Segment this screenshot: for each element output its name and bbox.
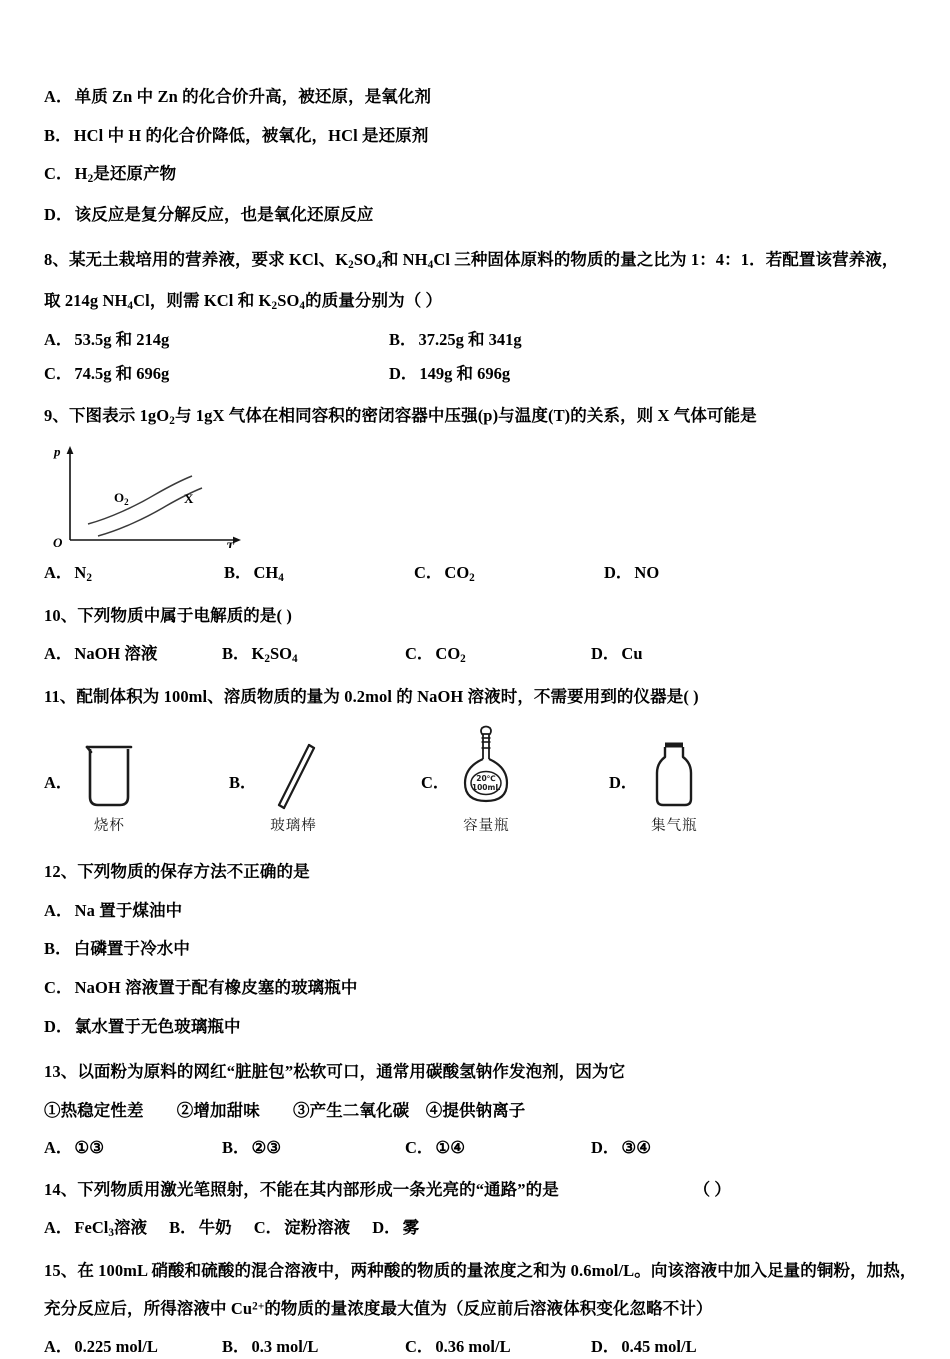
option-row-q15 [44, 1335, 916, 1359]
option-text: 淀粉溶液 [284, 1217, 351, 1237]
option-text: ①④ [435, 1138, 466, 1158]
option-label: B． [169, 1217, 197, 1237]
items-text: ①热稳定性差 ②增加甜味 ③产生二氧化碳 ④提供钠离子 [44, 1100, 526, 1120]
option-c [405, 642, 591, 668]
option-row-d [44, 1014, 916, 1040]
option-a [44, 1216, 147, 1242]
option-label: B． [389, 330, 417, 350]
option-a [44, 328, 389, 353]
option-label: D． [591, 1138, 620, 1158]
option-a [44, 1335, 222, 1359]
question-stem-text: 以面粉为原料的网红“脏脏包”松软可口，通常用碳酸氢钠作发泡剂，因为它 [77, 1062, 626, 1082]
option-d [389, 362, 734, 387]
question-stem-text: 下列物质用激光笔照射，不能在其内部形成一条光亮的“通路”的是 [77, 1180, 559, 1199]
apparatus-option-a[interactable] [44, 723, 229, 835]
question-stem-q11 [44, 684, 916, 710]
option-label: A． [44, 1138, 73, 1158]
option-a [44, 561, 224, 587]
option-d [591, 642, 771, 668]
option-label: C． [405, 1336, 434, 1356]
option-text: 149g 和 696g [419, 363, 511, 383]
question-stem-q8-line2 [44, 288, 916, 316]
option-c [254, 1216, 350, 1241]
apparatus-options-row [44, 723, 916, 835]
apparatus-caption: 玻璃棒 [270, 818, 317, 835]
option-text: 雾 [402, 1217, 420, 1237]
option-label: C． [405, 1138, 434, 1158]
option-label: A． [44, 643, 73, 663]
option-label: C． [405, 643, 434, 663]
option-label: C． [44, 978, 73, 997]
question-stem-q12 [44, 859, 916, 885]
option-row-q8-cd [44, 362, 916, 387]
apparatus-option-c[interactable] [421, 723, 609, 835]
chart-svg [48, 440, 278, 548]
question-block-q7-options [44, 84, 916, 227]
option-text: 该反应是复分解反应，也是氧化还原反应 [74, 204, 374, 224]
option-label: B． [229, 773, 257, 793]
option-c [414, 561, 604, 587]
option-label: A． [44, 1336, 73, 1356]
option-label: B． [224, 563, 252, 583]
option-label: D． [44, 1016, 73, 1036]
question-stem-q14 [44, 1177, 916, 1203]
option-label: D． [44, 204, 73, 224]
glass-rod-icon [263, 739, 325, 811]
option-text: FeCl$_3$溶液 [74, 1217, 147, 1239]
question-stem-text: 下列物质中属于电解质的是( ) [77, 606, 292, 626]
option-a [44, 1136, 222, 1161]
question-stem-text: 下列物质的保存方法不正确的是 [77, 862, 310, 882]
option-text: 0.45 mol/L [621, 1336, 697, 1356]
apparatus-caption: 容量瓶 [463, 818, 510, 835]
apparatus-option-d[interactable] [609, 723, 794, 835]
y-axis-label: p [54, 444, 61, 460]
option-d [372, 1216, 419, 1241]
option-label: A． [44, 87, 73, 106]
series-label-x: X [184, 491, 194, 507]
question-number: 10、 [44, 606, 78, 626]
option-text: 0.36 mol/L [435, 1336, 511, 1356]
question-stem-q9 [44, 403, 916, 431]
option-text: $CO_2$ [444, 563, 475, 585]
question-number: 13、 [44, 1062, 78, 1082]
option-b [222, 1335, 405, 1359]
question-stem-text: 在 100mL 硝酸和硫酸的混合溶液中，两种酸的物质的量浓度之和为 0.6mol/L。向该溶液中加入足量的铜粉，加热， [77, 1260, 917, 1280]
option-row-a [44, 898, 916, 924]
option-label: A． [44, 330, 73, 350]
option-row-q10 [44, 642, 916, 668]
option-a [44, 642, 222, 668]
apparatus-caption: 集气瓶 [651, 818, 698, 835]
option-label: D． [609, 773, 638, 793]
question-stem-q10 [44, 603, 916, 629]
option-text: $N_2$ [74, 563, 92, 585]
option-label: B． [44, 939, 72, 959]
option-text: ②③ [251, 1138, 282, 1158]
option-text: $CH_4$ [253, 563, 284, 585]
option-d [604, 561, 784, 587]
question-stem-text: 取 214g $NH_4Cl$，则需 KCl 和 $K_2SO_4$的质量分别为（ ） [44, 290, 443, 312]
option-text: ③④ [621, 1138, 652, 1158]
option-text: 37.25g 和 341g [418, 330, 522, 350]
option-b [222, 1136, 405, 1161]
option-text: 牛奶 [198, 1217, 232, 1237]
question-stem-text: 配制体积为 100ml、溶质物质的量为 0.2mol 的 NaOH 溶液时，不需要用到的仪器是( ) [76, 686, 699, 706]
question-number: 9、 [44, 405, 69, 425]
question-number: 11、 [44, 686, 77, 706]
question-stem-q15-line2 [44, 1296, 916, 1322]
flask-mark-temperature: 20℃ [476, 774, 497, 784]
question-block-q14 [44, 1177, 916, 1242]
option-d [591, 1136, 771, 1161]
option-b [222, 642, 405, 668]
option-row [44, 161, 916, 189]
option-label: B． [222, 643, 250, 663]
question-number: 14、 [44, 1180, 78, 1199]
option-c [44, 362, 389, 387]
option-row-b [44, 936, 916, 962]
option-text: Cu [621, 643, 643, 663]
option-text: 氯水置于无色玻璃瓶中 [74, 1016, 241, 1036]
option-label: C． [44, 164, 73, 184]
option-label: B． [222, 1138, 250, 1158]
option-text: 0.3 mol/L [251, 1336, 319, 1356]
option-label: D． [604, 563, 633, 583]
question-block-q10 [44, 603, 916, 668]
pressure-temperature-chart [48, 440, 278, 548]
option-row-q14 [44, 1216, 916, 1242]
question-stem-q15-line1 [44, 1258, 916, 1284]
page-content [44, 84, 916, 1359]
question-block-q11 [44, 684, 916, 836]
option-b [169, 1216, 232, 1241]
option-row-q8-ab [44, 328, 916, 353]
option-label: A． [44, 773, 73, 793]
x-axis-arrow-icon [233, 537, 241, 544]
question-number: 8、 [44, 250, 69, 270]
option-row-q13 [44, 1136, 916, 1161]
option-text: 单质 Zn 中 Zn 的化合价升高，被还原，是氧化剂 [74, 87, 432, 106]
option-label: A． [44, 900, 73, 920]
option-row [44, 202, 916, 228]
question-block-q9 [44, 403, 916, 587]
x-axis-label: T [226, 539, 234, 549]
option-row-c [44, 975, 916, 1001]
question-stem-q13 [44, 1059, 916, 1085]
question-stem-text: 下图表示 $1gO_2$与 1gX 气体在相同容积的密闭容器中压强(p)与温度(T)的关系，则 X 气体可能是 [68, 405, 757, 427]
option-text: HCl 中 H 的化合价降低，被氧化，HCl 是还原剂 [73, 125, 429, 145]
option-label: D． [591, 643, 620, 663]
option-row [44, 84, 916, 110]
series-label-o2: $O_2$ [114, 490, 129, 508]
beaker-icon [78, 739, 140, 811]
y-axis-arrow-icon [67, 446, 74, 454]
option-text: ①③ [74, 1138, 105, 1158]
option-text: Na 置于煤油中 [74, 900, 183, 920]
option-label: C． [421, 773, 450, 793]
option-text: 0.225 mol/L [74, 1336, 158, 1356]
gas-jar-icon [643, 739, 705, 811]
question-items-q13 [44, 1098, 916, 1124]
answer-paren: （ ） [693, 1180, 731, 1199]
option-c [405, 1136, 591, 1161]
option-text: $K_2SO_4$ [251, 643, 298, 665]
apparatus-option-b[interactable] [229, 723, 421, 835]
question-number: 15、 [44, 1260, 78, 1280]
option-label: A． [44, 1217, 73, 1237]
option-label: B． [222, 1336, 250, 1356]
apparatus-caption: 烧杯 [93, 818, 125, 835]
option-text: $CO_2$ [435, 643, 466, 665]
question-block-q8 [44, 247, 916, 387]
volumetric-flask-icon [455, 725, 517, 811]
option-c [405, 1335, 591, 1359]
option-label: D． [372, 1217, 401, 1237]
option-label: D． [591, 1336, 620, 1356]
question-stem-text: 某无土栽培用的营养液，要求 KCl、$K_2SO_4$和 $NH_4Cl$ 三种固体原料的物质的量之比为 1：4：1．若配置该营养液， [68, 250, 899, 272]
option-text: NaOH 溶液置于配有橡皮塞的玻璃瓶中 [74, 978, 358, 997]
option-text: NaOH 溶液 [74, 643, 158, 663]
option-text: NO [634, 563, 660, 583]
option-label: C． [44, 363, 73, 383]
option-label: B． [44, 125, 72, 145]
option-text: 白磷置于冷水中 [73, 939, 190, 959]
question-block-q12 [44, 859, 916, 1039]
option-text: 74.5g 和 696g [74, 363, 170, 383]
option-label: D． [389, 363, 418, 383]
option-b [224, 561, 414, 587]
origin-label: O [53, 535, 63, 549]
question-stem-q8 [44, 247, 916, 275]
option-label: C． [414, 563, 443, 583]
option-text: $H_2$是还原产物 [74, 164, 177, 186]
option-label: C． [253, 1217, 283, 1237]
question-number: 12、 [44, 862, 78, 882]
option-row-q9 [44, 561, 916, 587]
flask-mark-volume: 100mL [472, 783, 501, 793]
question-stem-text: 充分反应后，所得溶液中 $Cu^{2+}$的物质的量浓度最大值为（反应前后溶液体积变化忽略不计） [44, 1299, 713, 1319]
option-d [591, 1335, 771, 1359]
option-b [389, 328, 734, 353]
option-text: 53.5g 和 214g [74, 330, 170, 350]
option-row [44, 123, 916, 149]
option-label: A． [44, 563, 73, 583]
question-block-q13 [44, 1059, 916, 1161]
